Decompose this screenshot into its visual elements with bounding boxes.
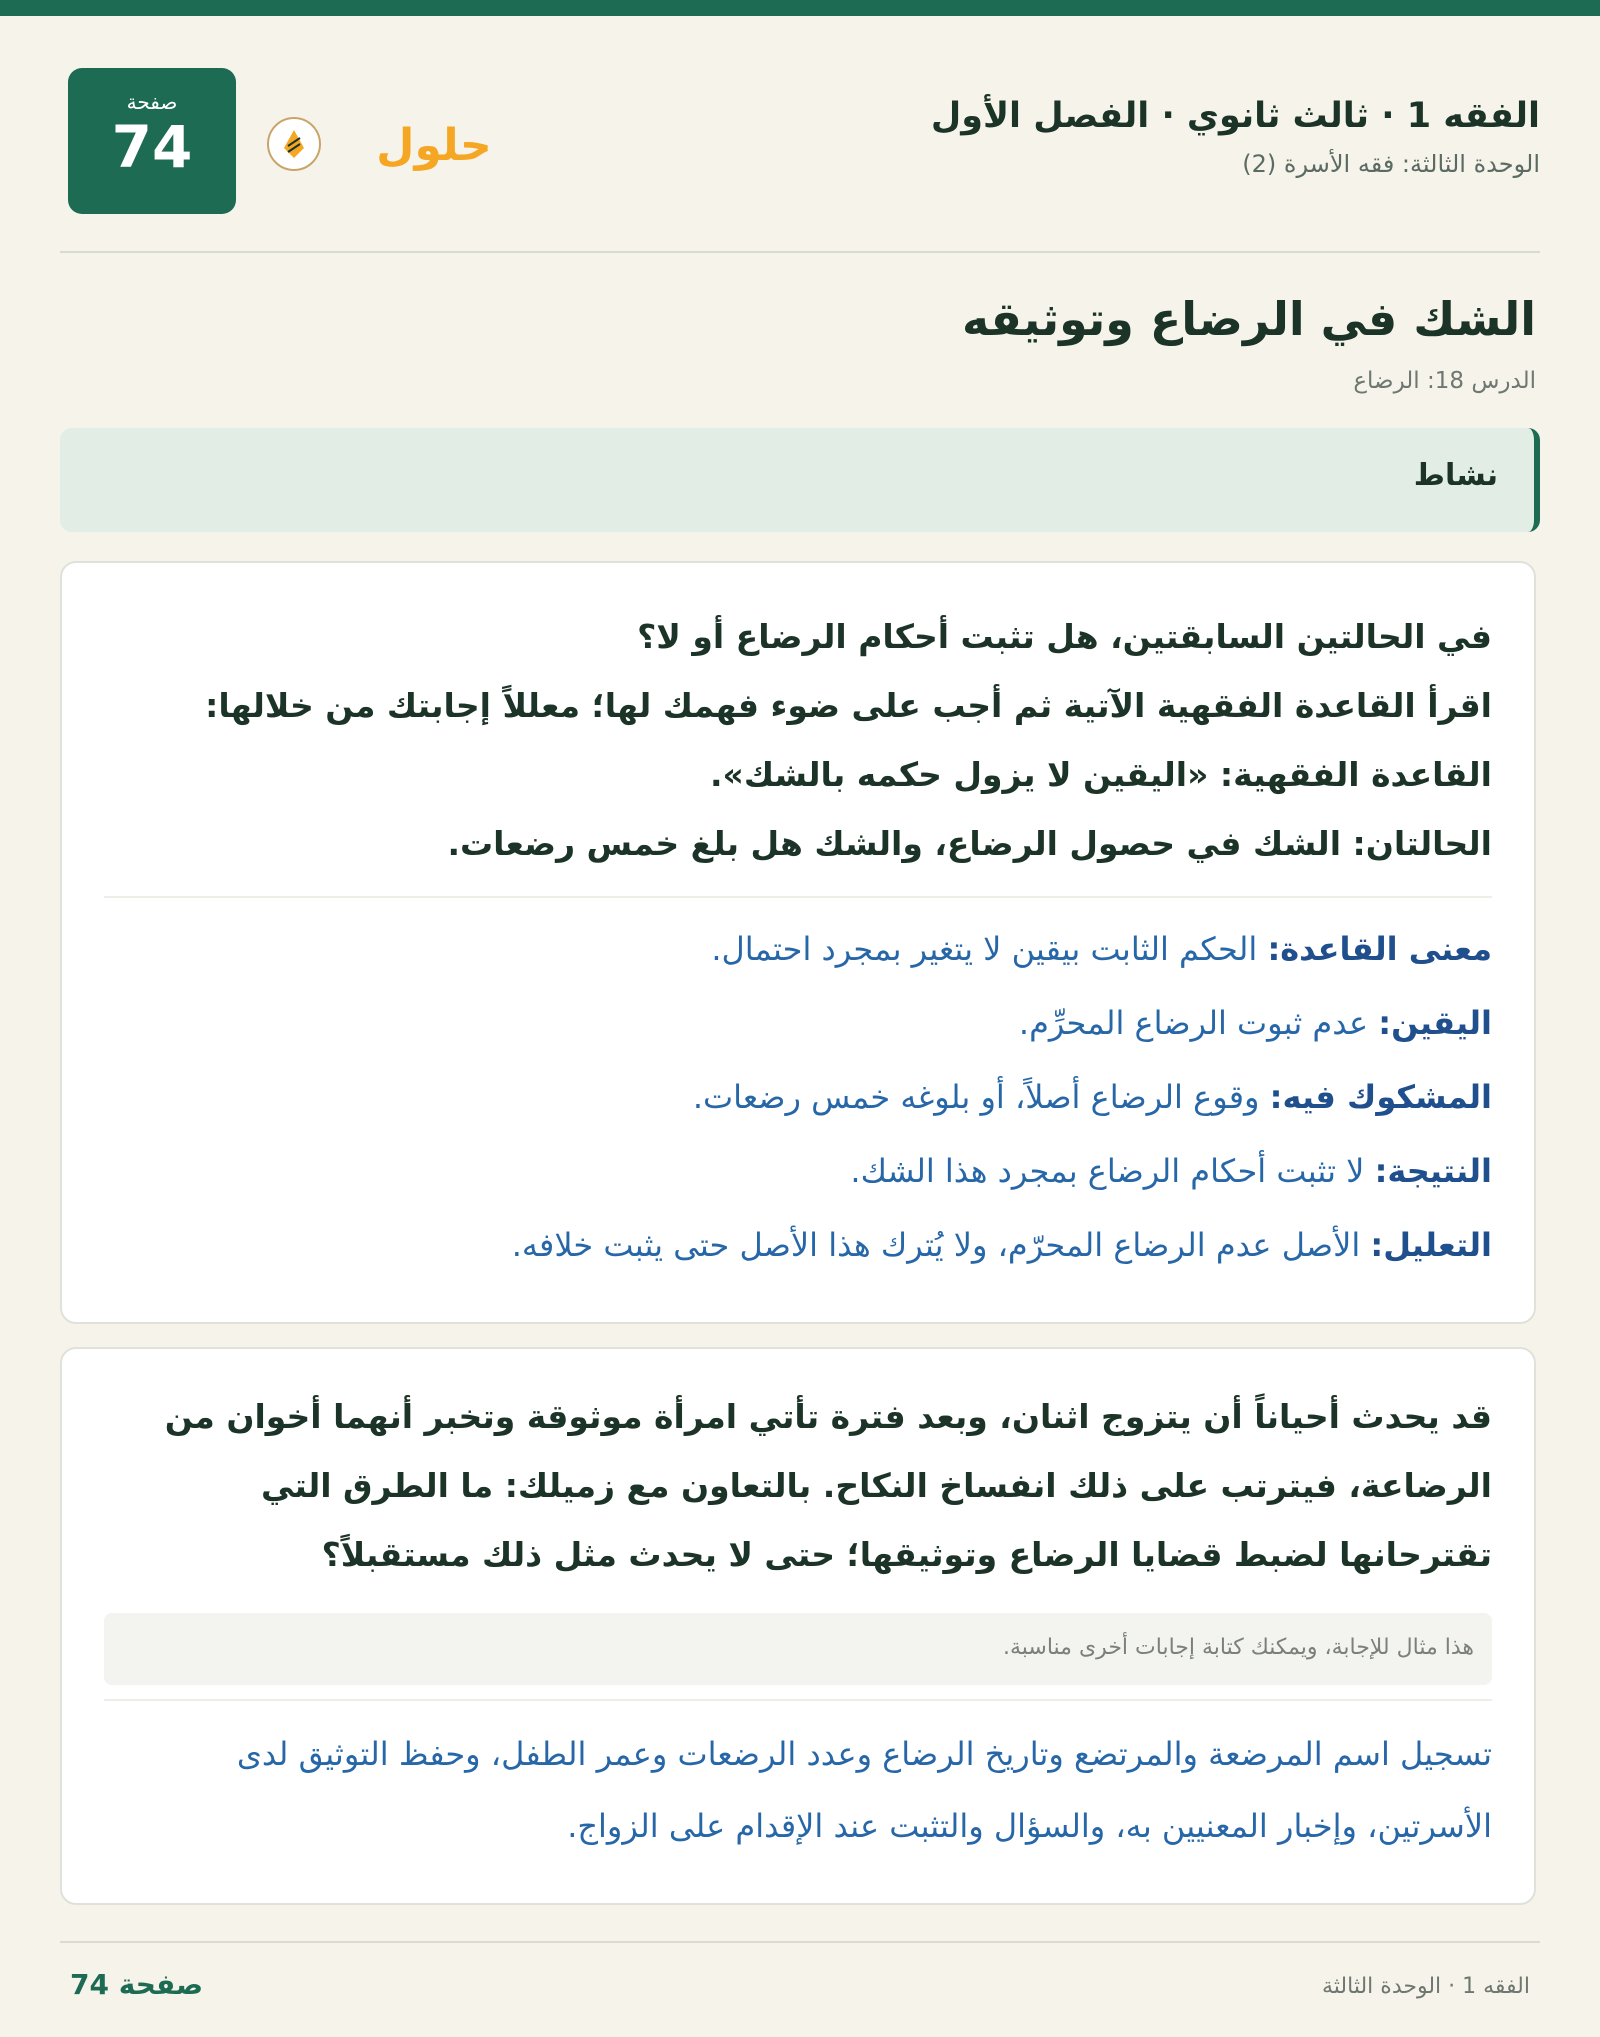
logo-text: حلول (376, 120, 492, 171)
footer-divider (60, 1941, 1540, 1943)
answer-text: لا تثبت أحكام الرضاع بمجرد هذا الشك. (850, 1152, 1375, 1190)
answer-note: هذا مثال للإجابة، ويمكنك كتابة إجابات أخرى مناسبة. (1002, 1635, 1474, 1660)
top-accent-bar (0, 0, 1600, 16)
answer-label: المشكوك فيه: (1269, 1078, 1492, 1116)
question-line: الرضاعة، فيترتب على ذلك انفساخ النكاح. بالتعاون مع زميلك: ما الطرق التي (261, 1466, 1492, 1505)
answer-line (512, 1226, 1492, 1264)
activity-label: نشاط (1413, 458, 1498, 493)
unit-title: الوحدة الثالثة: فقه الأسرة (2) (1242, 150, 1540, 178)
card-divider (104, 1699, 1492, 1701)
activity-banner (60, 428, 1540, 532)
question-line: اقرأ القاعدة الفقهية الآتية ثم أجب على ضوء فهمك لها؛ معللاً إجابتك من خلالها: (205, 686, 1492, 725)
answer-label: اليقين: (1378, 1004, 1492, 1042)
page-number-badge (68, 68, 236, 214)
hulul-logo (266, 108, 496, 178)
question-line: القاعدة الفقهية: «اليقين لا يزول حكمه بالشك». (709, 755, 1492, 794)
answer-text: وقوع الرضاع أصلاً، أو بلوغه خمس رضعات. (692, 1078, 1270, 1116)
question-line: قد يحدث أحياناً أن يتزوج اثنان، وبعد فترة تأتي امرأة موثوقة وتخبر أنهما أخوان من (164, 1397, 1492, 1436)
page-header (60, 66, 1540, 216)
header-titles (931, 96, 1540, 178)
answer-line (711, 930, 1492, 968)
answer-line (1019, 1004, 1492, 1042)
question-card-1 (60, 561, 1536, 1324)
card-divider (104, 896, 1492, 898)
answer-note-box (104, 1613, 1492, 1685)
question-card-2 (60, 1347, 1536, 1905)
answer-label: التعليل: (1370, 1226, 1492, 1264)
answer-line (693, 1078, 1492, 1116)
footer-page-number: صفحة 74 (70, 1968, 204, 2001)
answer-label: معنى القاعدة: (1267, 930, 1492, 968)
answer-paragraph-line: تسجيل اسم المرضعة والمرتضع وتاريخ الرضاع وعدد الرضعات وعمر الطفل، وحفظ التوثيق لدى (236, 1735, 1492, 1773)
lesson-subtitle: الدرس 18: الرضاع (1353, 368, 1536, 394)
answer-line (850, 1152, 1492, 1190)
page-number: 74 (111, 113, 193, 181)
question-line: تقترحانها لضبط قضايا الرضاع وتوثيقها؛ حتى لا يحدث مثل ذلك مستقبلاً؟ (321, 1535, 1492, 1574)
page-label: صفحة (126, 90, 178, 114)
book-title: الفقه 1 · ثالث ثانوي · الفصل الأول (930, 96, 1540, 136)
header-divider (60, 251, 1540, 253)
question-line: الحالتان: الشك في حصول الرضاع، والشك هل بلغ خمس رضعات. (447, 824, 1492, 863)
answer-text: الحكم الثابت بيقين لا يتغير بمجرد احتمال. (711, 930, 1268, 968)
question-line: في الحالتين السابقتين، هل تثبت أحكام الرضاع أو لا؟ (637, 617, 1492, 656)
lesson-title: الشك في الرضاع وتوثيقه (962, 292, 1536, 346)
footer-info: الفقه 1 · الوحدة الثالثة (1322, 1974, 1530, 1999)
answer-text: عدم ثبوت الرضاع المحرِّم. (1018, 1004, 1379, 1042)
answer-text: الأصل عدم الرضاع المحرّم، ولا يُترك هذا الأصل حتى يثبت خلافه. (511, 1226, 1371, 1264)
answer-label: النتيجة: (1374, 1152, 1492, 1190)
answer-paragraph-line: الأسرتين، وإخبار المعنيين به، والسؤال والتثبت عند الإقدام على الزواج. (567, 1807, 1492, 1845)
